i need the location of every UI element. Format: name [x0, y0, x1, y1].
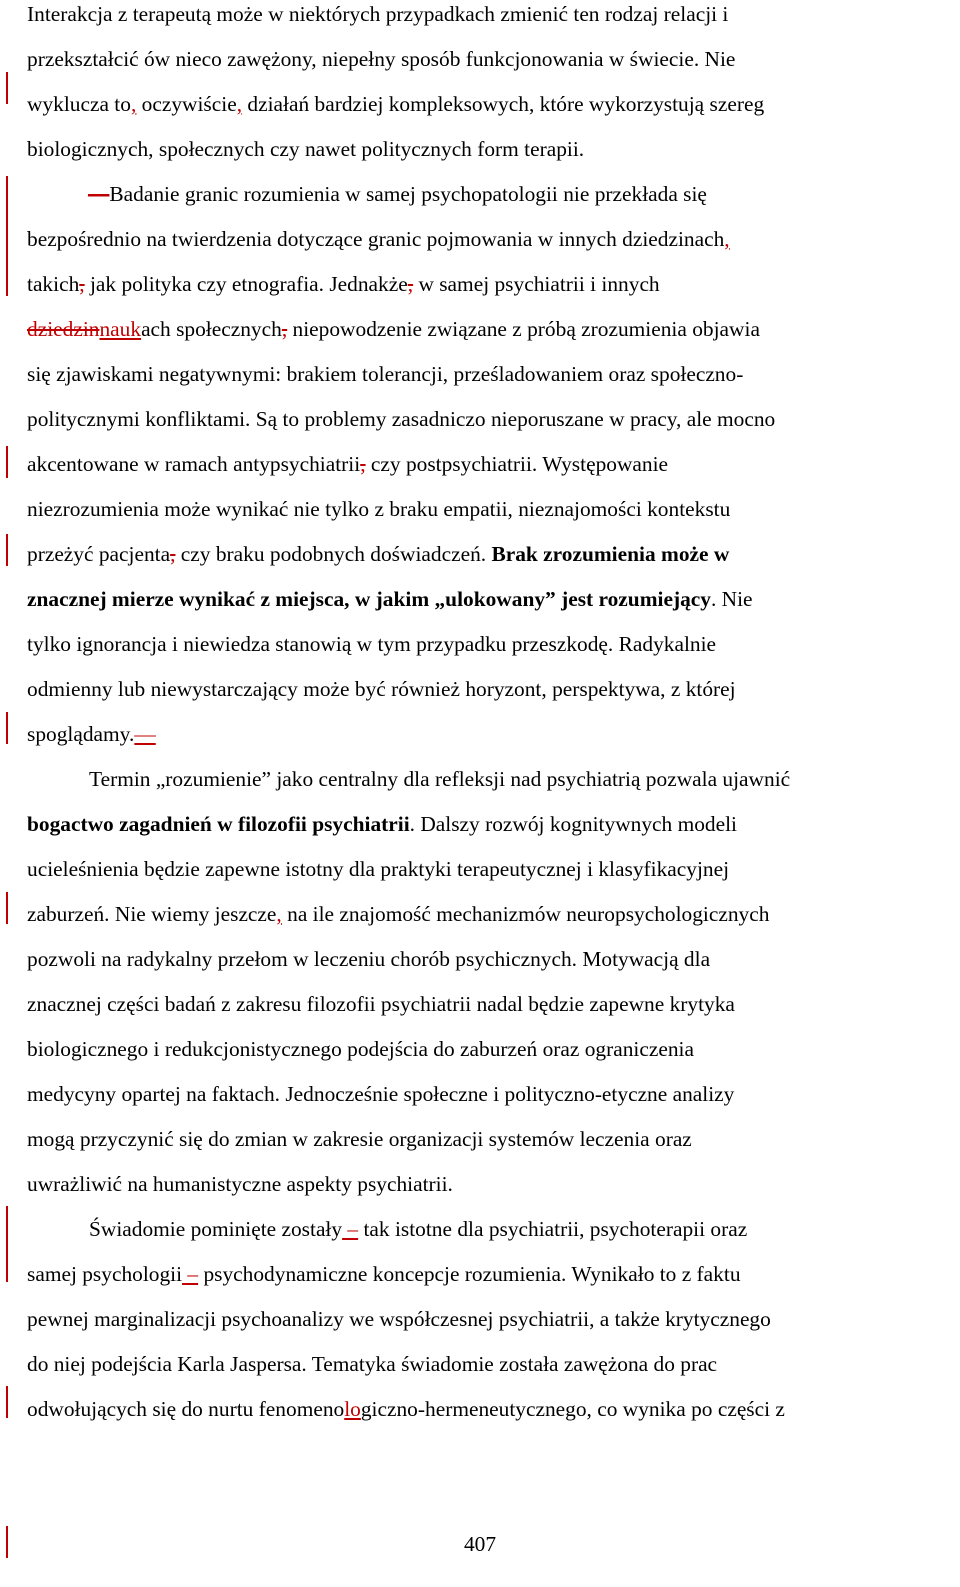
- change-bar: [6, 534, 8, 566]
- text-run: niezrozumienia może wynikać nie tylko z braku empatii, nieznajomości kontekstu: [27, 497, 731, 521]
- text-run: odwołujących się do nurtu fenomeno: [27, 1397, 345, 1421]
- deleted-text: ,: [170, 542, 176, 566]
- text-run: do niej podejścia Karla Jaspersa. Tematyka świadomie została zawężona do prac: [27, 1352, 718, 1376]
- text-line: [27, 270, 660, 298]
- text-line: [27, 90, 764, 118]
- text-line: [27, 1080, 734, 1108]
- deleted-text: ,: [281, 317, 288, 341]
- text-line: [27, 450, 668, 478]
- text-line: [27, 315, 760, 343]
- text-run: politycznymi konfliktami. Są to problemy zasadniczo nieporuszane w pracy, ale mocno: [27, 407, 776, 431]
- text-line: [27, 540, 729, 568]
- inserted-text: –: [182, 1262, 199, 1286]
- text-run: biologicznych, społecznych czy nawet politycznych form terapii.: [27, 137, 585, 161]
- text-line: [27, 1350, 717, 1378]
- text-run: działań bardziej kompleksowych, które wykorzystują szereg: [242, 92, 765, 116]
- text-line: [27, 945, 710, 973]
- text-line: [27, 1125, 692, 1153]
- text-run: przekształcić ów nieco zawężony, niepełny sposób funkcjonowania w świecie. Nie: [27, 47, 736, 71]
- text-line: [27, 810, 737, 838]
- text-run: zaburzeń. Nie wiemy jeszcze: [27, 902, 277, 926]
- text-run: samej psychologii: [27, 1262, 183, 1286]
- inserted-text: ,: [724, 227, 730, 251]
- text-run: . Dalszy rozwój kognitywnych modeli: [409, 812, 737, 836]
- text-run: jak polityka czy etnografia. Jednakże: [84, 272, 408, 296]
- deleted-text: —: [88, 182, 110, 206]
- text-line: [27, 1395, 785, 1423]
- text-run: medycyny opartej na faktach. Jednocześnie społeczne i polityczno-etyczne analizy: [27, 1082, 735, 1106]
- text-line: [89, 1215, 747, 1243]
- text-run: przeżyć pacjenta: [27, 542, 171, 566]
- text-line: [27, 360, 743, 388]
- inserted-text: nauk: [99, 317, 142, 341]
- text-run: pozwoli na radykalny przełom w leczeniu chorób psychicznych. Motywacją dla: [27, 947, 711, 971]
- text-line: [27, 1035, 694, 1063]
- text-line: [27, 900, 769, 928]
- inserted-text: lo: [344, 1397, 361, 1421]
- change-bar: [6, 712, 8, 744]
- text-line: [89, 765, 790, 793]
- text-line: [27, 1170, 453, 1198]
- inserted-text: ,: [130, 92, 137, 116]
- text-run: na ile znajomość mechanizmów neuropsychologicznych: [281, 902, 770, 926]
- text-run: giczno-hermeneutycznego, co wynika po części z: [360, 1397, 785, 1421]
- text-run: tylko ignorancja i niewiedza stanowią w tym przypadku przeszkodę. Radykalnie: [27, 632, 717, 656]
- text-run: czy postpsychiatrii. Występowanie: [365, 452, 669, 476]
- bold-text: bogactwo zagadnień w filozofii psychiatrii: [27, 812, 410, 836]
- text-run: takich: [27, 272, 80, 296]
- text-run: . Nie: [710, 587, 753, 611]
- deleted-text: ,: [79, 272, 85, 296]
- text-line: [27, 1305, 771, 1333]
- text-line: [27, 405, 775, 433]
- text-run: oczywiście: [136, 92, 237, 116]
- text-line: [27, 720, 156, 748]
- text-line: [27, 225, 730, 253]
- text-line: [27, 45, 735, 73]
- text-run: pewnej marginalizacji psychoanalizy we współczesnej psychiatrii, a także krytycznego: [27, 1307, 771, 1331]
- text-run: tak istotne dla psychiatrii, psychoterapii oraz: [358, 1217, 748, 1241]
- deleted-text: ,: [360, 452, 366, 476]
- inserted-text: –: [342, 1217, 359, 1241]
- bold-text: Brak zrozumienia może w: [491, 542, 730, 566]
- change-bar: [6, 176, 8, 296]
- text-line: [27, 1260, 741, 1288]
- text-line: [27, 585, 753, 613]
- text-line: [27, 0, 728, 28]
- change-bar: [6, 446, 8, 478]
- text-run: bezpośrednio na twierdzenia dotyczące granic pojmowania w innych dziedzinach: [27, 227, 725, 251]
- text-line: [88, 180, 707, 208]
- page-number: 407: [463, 1532, 497, 1556]
- change-bar: [6, 1206, 8, 1282]
- inserted-text: ,: [236, 92, 243, 116]
- inserted-text: —: [134, 722, 156, 746]
- text-run: spoglądamy.: [27, 722, 135, 746]
- text-line: [27, 135, 584, 163]
- text-line: [27, 495, 730, 523]
- text-run: czy braku podobnych doświadczeń.: [175, 542, 492, 566]
- text-line: [27, 675, 736, 703]
- text-run: odmienny lub niewystarczający może być również horyzont, perspektywa, z której: [27, 677, 736, 701]
- text-run: znacznej części badań z zakresu filozofii psychiatrii nadal będzie zapewne krytyka: [27, 992, 735, 1016]
- text-line: [27, 990, 735, 1018]
- inserted-text: ,: [276, 902, 282, 926]
- text-run: mogą przyczynić się do zmian w zakresie organizacji systemów leczenia oraz: [27, 1127, 692, 1151]
- deleted-text: dziedzin: [27, 317, 100, 341]
- text-run: psychodynamiczne koncepcje rozumienia. Wynikało to z faktu: [198, 1262, 741, 1286]
- change-bar: [6, 1386, 8, 1418]
- bold-text: znacznej mierze wynikać z miejsca, w jakim „ulokowany” jest rozumiejący: [27, 587, 711, 611]
- text-run: Interakcja z terapeutą może w niektórych przypadkach zmienić ten rodzaj relacji i: [27, 2, 729, 26]
- text-line: [27, 630, 716, 658]
- text-line: [27, 855, 729, 883]
- change-bar: [6, 72, 8, 104]
- text-run: Badanie granic rozumienia w samej psychopatologii nie przekłada się: [109, 182, 707, 206]
- text-run: akcentowane w ramach antypsychiatrii: [27, 452, 361, 476]
- text-run: w samej psychiatrii i innych: [413, 272, 660, 296]
- text-run: się zjawiskami negatywnymi: brakiem tolerancji, prześladowaniem oraz społeczno-: [27, 362, 744, 386]
- text-run: Świadomie pominięte zostały: [89, 1217, 343, 1241]
- text-run: biologicznego i redukcjonistycznego podejścia do zaburzeń oraz ograniczenia: [27, 1037, 694, 1061]
- text-run: uwrażliwić na humanistyczne aspekty psychiatrii.: [27, 1172, 453, 1196]
- text-run: Termin „rozumienie” jako centralny dla refleksji nad psychiatrią pozwala ujawnić: [89, 767, 791, 791]
- deleted-text: ,: [407, 272, 414, 296]
- change-bar: [6, 892, 8, 924]
- text-run: ucieleśnienia będzie zapewne istotny dla praktyki terapeutycznej i klasyfikacyjnej: [27, 857, 730, 881]
- text-run: ach społecznych: [141, 317, 282, 341]
- text-run: niepowodzenie związane z próbą zrozumienia objawia: [287, 317, 760, 341]
- text-run: wyklucza to: [27, 92, 131, 116]
